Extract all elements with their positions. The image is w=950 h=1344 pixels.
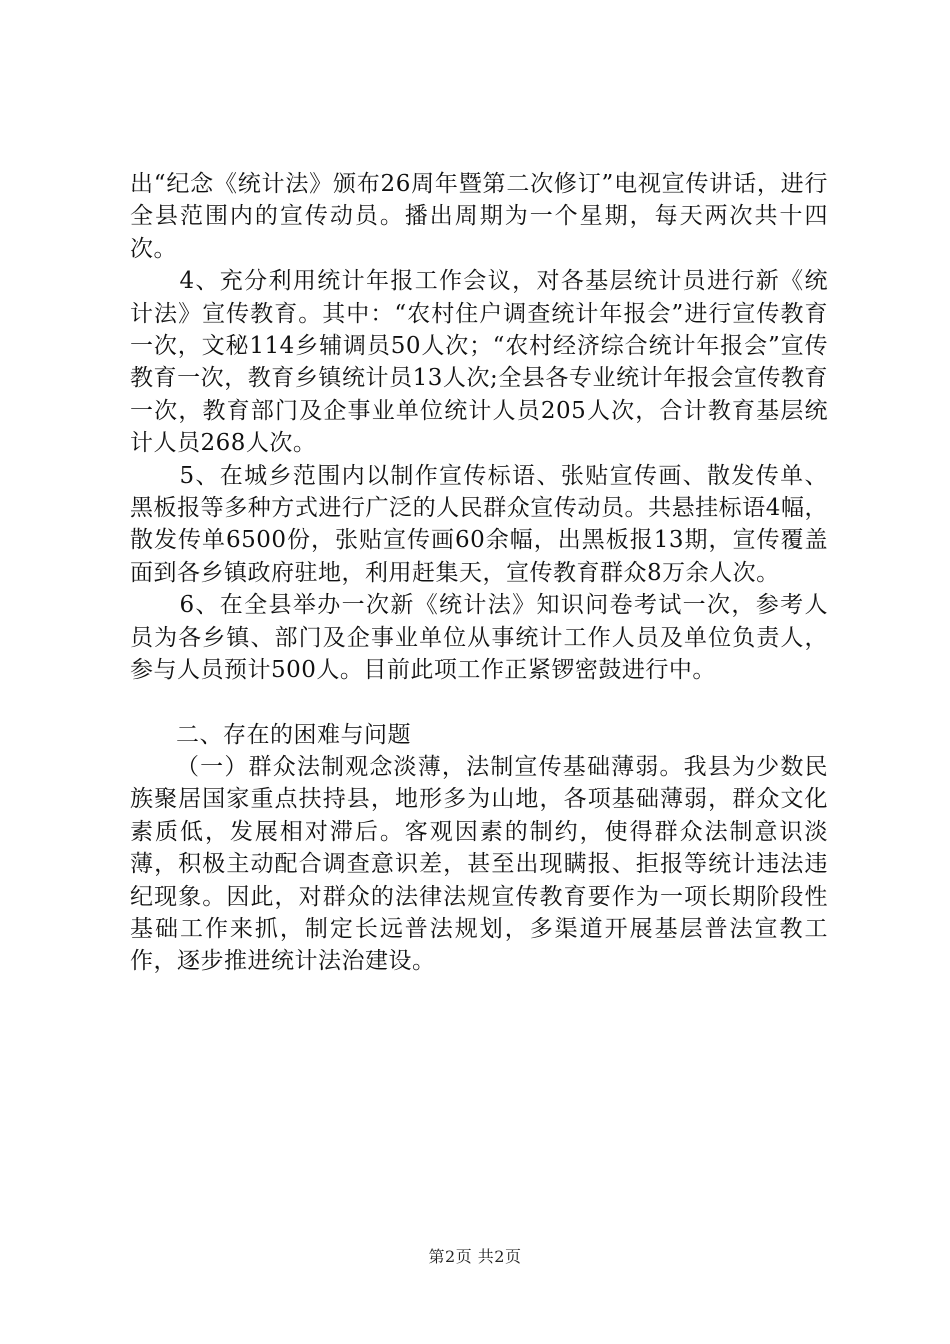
document-body (130, 168, 828, 978)
paragraph-item-4: 4、充分利用统计年报工作会议，对各基层统计员进行新《统计法》宣传教育。其中：“农村住户调查统计年报会”进行宣传教育一次，文秘114乡辅调员50人次；“农村经济综合统计年报会”宣传教育一次，教育乡镇统计员13人次;全县各专业统计年报会宣传教育一次，教育部门及企事业单位统计人员205人次，合计教育基层统计人员268人次。 (130, 268, 828, 457)
section-heading: 二、存在的困难与问题 (176, 721, 411, 748)
paragraph-continuation: 出“纪念《统计法》颁布26周年暨第二次修订”电视宣传讲话，进行全县范围内的宣传动员。播出周期为一个星期，每天两次共十四次。 (130, 171, 828, 262)
page-footer: 第2页 共2页 (428, 1247, 522, 1266)
subsection-paragraph: （一）群众法制观念淡薄，法制宣传基础薄弱。我县为少数民族聚居国家重点扶持县，地形多为山地，各项基础薄弱，群众文化素质低，发展相对滞后。客观因素的制约，使得群众法制意识淡薄，积极主动配合调查意识差，甚至出现瞒报、拒报等统计违法违纪现象。因此，对群众的法律法规宣传教育要作为一项长期阶段性基础工作来抓，制定长远普法规划，多渠道开展基层普法宣教工作，逐步推进统计法治建设。 (130, 753, 828, 975)
paragraph-item-5: 5、在城乡范围内以制作宣传标语、张贴宣传画、散发传单、黑板报等多种方式进行广泛的人民群众宣传动员。共悬挂标语4幅，散发传单6500份，张贴宣传画60余幅，出黑板报13期，宣传覆盖面到各乡镇政府驻地，利用赶集天，宣传教育群众8万余人次。 (130, 462, 828, 586)
paragraph-item-6: 6、在全县举办一次新《统计法》知识问卷考试一次，参考人员为各乡镇、部门及企事业单位从事统计工作人员及单位负责人，参与人员预计500人。目前此项工作正紧锣密鼓进行中。 (130, 592, 828, 684)
